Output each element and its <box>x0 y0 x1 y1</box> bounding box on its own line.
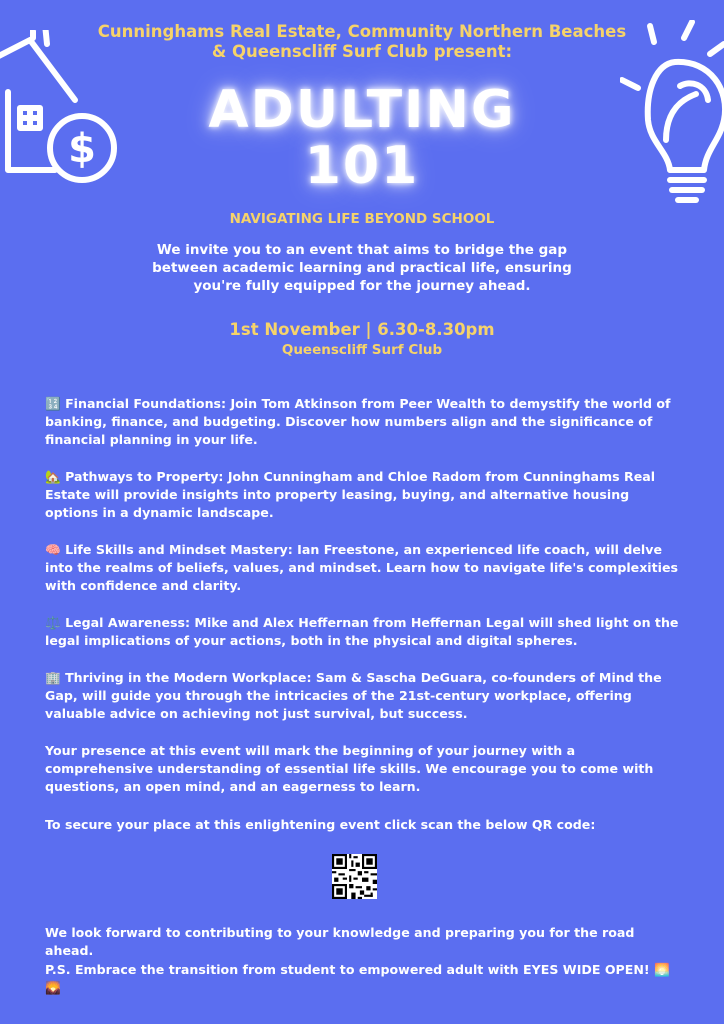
scales-icon: ⚖️ <box>45 615 61 630</box>
session-text: Life Skills and Mindset Mastery: Ian Freestone, an experienced life coach, will delve into the realms of beliefs, values, and mindset. Learn how to navigate life's complexities with confidence and clarity. <box>45 542 679 593</box>
event-title-line-2: 101 <box>304 136 420 196</box>
event-title <box>0 82 724 194</box>
office-building-icon: 🏢 <box>45 670 61 685</box>
secure-place-paragraph: To secure your place at this enlightening event click scan the below QR code: <box>45 817 596 832</box>
session-text: Financial Foundations: Join Tom Atkinson from Peer Wealth to demystify the world of banking, finance, and budgeting. Discover how numbers align and the significance of financial planning in your life. <box>45 396 671 447</box>
brain-icon: 🧠 <box>45 542 61 557</box>
session-text: Pathways to Property: John Cunningham and Chloe Radom from Cunninghams Real Estate will provide insights into property leasing, buying, and alternative housing options in a dynamic landscape. <box>45 469 656 520</box>
presenters-line-1: Cunninghams Real Estate, Community Northern Beaches <box>97 22 627 41</box>
event-subtitle: NAVIGATING LIFE BEYOND SCHOOL <box>229 211 495 227</box>
house-icon: 🏡 <box>45 469 61 484</box>
invite-paragraph: We invite you to an event that aims to bridge the gap between academic learning and practical life, ensuring you're fully equipped for the journey ahead. <box>152 242 572 294</box>
session-mindset <box>45 541 681 595</box>
event-date: 1st November | 6.30-8.30pm <box>229 320 495 339</box>
session-property <box>45 468 681 522</box>
closing-paragraph: We look forward to contributing to your knowledge and preparing you for the road ahead. <box>45 925 635 958</box>
presence-paragraph: Your presence at this event will mark the beginning of your journey with a comprehensive understanding of essential life skills. We encourage you to come with questions, an open mind, and an eagerness to learn. <box>45 743 654 794</box>
session-text: Thriving in the Modern Workplace: Sam & Sascha DeGuara, co-founders of Mind the Gap, will guide you through the intricacies of the 21st-century workplace, offering valuable advice on achieving not just survival, but success. <box>45 670 662 721</box>
qr-code-icon[interactable] <box>332 854 377 899</box>
event-title-line-1: ADULTING <box>208 80 516 140</box>
postscript <box>45 961 681 997</box>
session-financial <box>45 395 681 449</box>
event-venue: Queenscliff Surf Club <box>281 342 443 358</box>
postscript-text: P.S. Embrace the transition from student to empowered adult with EYES WIDE OPEN! <box>45 962 650 977</box>
session-text: Legal Awareness: Mike and Alex Heffernan from Heffernan Legal will shed light on the legal implications of your actions, both in the physical and digital spheres. <box>45 615 679 648</box>
presenters-header <box>0 22 724 62</box>
session-workplace <box>45 669 681 723</box>
svg-text:$: $ <box>68 126 96 172</box>
presenters-line-2: & Queenscliff Surf Club present: <box>211 42 513 61</box>
sunrise-icon: 🌅🌄 <box>45 962 670 995</box>
session-legal <box>45 614 681 650</box>
numbers-icon: 🔢 <box>45 396 61 411</box>
